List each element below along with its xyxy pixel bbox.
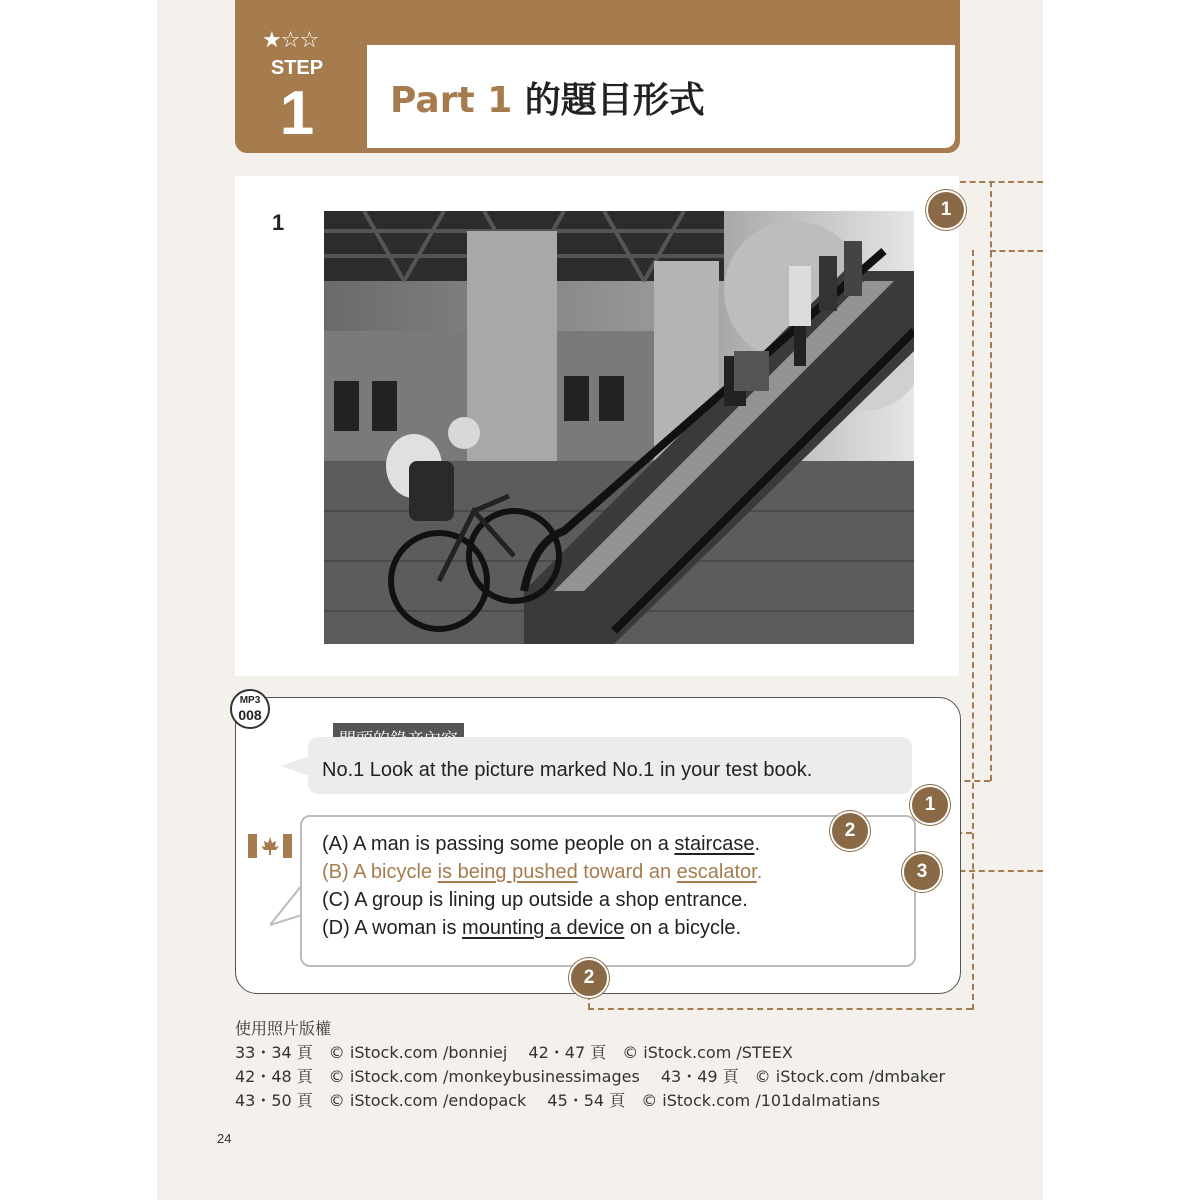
option-d-end: on a bicycle.	[624, 917, 742, 939]
mp3-track-number: 008	[238, 707, 262, 723]
credits-line-2: 42・48 頁 © iStock.com /monkeybusinessimages 43・49 頁 © iStock.com /dmbaker	[235, 1067, 946, 1086]
connector-line-1	[960, 181, 1043, 183]
option-a	[322, 833, 760, 856]
page-number: 24	[217, 1131, 232, 1146]
mp3-track-badge	[230, 689, 270, 729]
connector-line-2	[990, 250, 1043, 252]
connector-line-1-vertical	[990, 181, 992, 781]
marker-2-right: 2	[830, 811, 870, 851]
title-part: Part 1	[390, 80, 513, 121]
question-number: 1	[272, 210, 285, 235]
option-b-end: .	[756, 861, 763, 883]
option-d-text: (D) A woman is	[322, 917, 463, 939]
option-a-keyword: staircase	[674, 833, 755, 855]
option-b-keyword-2: escalator	[676, 861, 757, 883]
step-number: 1	[279, 79, 315, 148]
marker-3: 3	[902, 852, 942, 892]
connector-line-2-vertical	[972, 250, 974, 1010]
difficulty-stars-icon: ★☆☆	[262, 28, 319, 53]
option-c: (C) A group is lining up outside a shop entrance.	[322, 889, 748, 911]
mp3-label: MP3	[239, 695, 261, 706]
intro-bubble-tail	[281, 756, 309, 776]
option-a-text: (A) A man is passing some people on a	[322, 833, 675, 855]
option-b-keyword-1: is being pushed	[437, 861, 578, 883]
option-d-keyword: mounting a device	[462, 917, 625, 939]
connector-line-2-bottom	[588, 1008, 972, 1010]
option-b-mid: toward an	[577, 861, 677, 883]
step-label: STEP	[270, 57, 324, 79]
option-a-end: .	[754, 833, 761, 855]
option-d	[322, 917, 741, 940]
credits-heading: 使用照片版權	[235, 1019, 332, 1038]
title-rest: 的題目形式	[512, 80, 705, 121]
intro-text: No.1 Look at the picture marked No.1 in your test book.	[322, 759, 813, 781]
escalator-photo	[324, 211, 914, 644]
marker-1-top: 1	[926, 190, 966, 230]
credits-line-3: 43・50 頁 © iStock.com /endopack 45・54 頁 © iStock.com /101dalmatians	[235, 1091, 881, 1110]
canada-flag-icon	[248, 834, 292, 858]
credits-line-1: 33・34 頁 © iStock.com /bonniej 42・47 頁 © iStock.com /STEEX	[235, 1043, 793, 1062]
option-b-answer	[322, 861, 762, 884]
page-title	[390, 72, 705, 123]
marker-2-bottom: 2	[569, 958, 609, 998]
photo-illustration	[324, 211, 914, 644]
marker-1-script: 1	[910, 785, 950, 825]
option-b-text: (B) A bicycle	[322, 861, 438, 883]
